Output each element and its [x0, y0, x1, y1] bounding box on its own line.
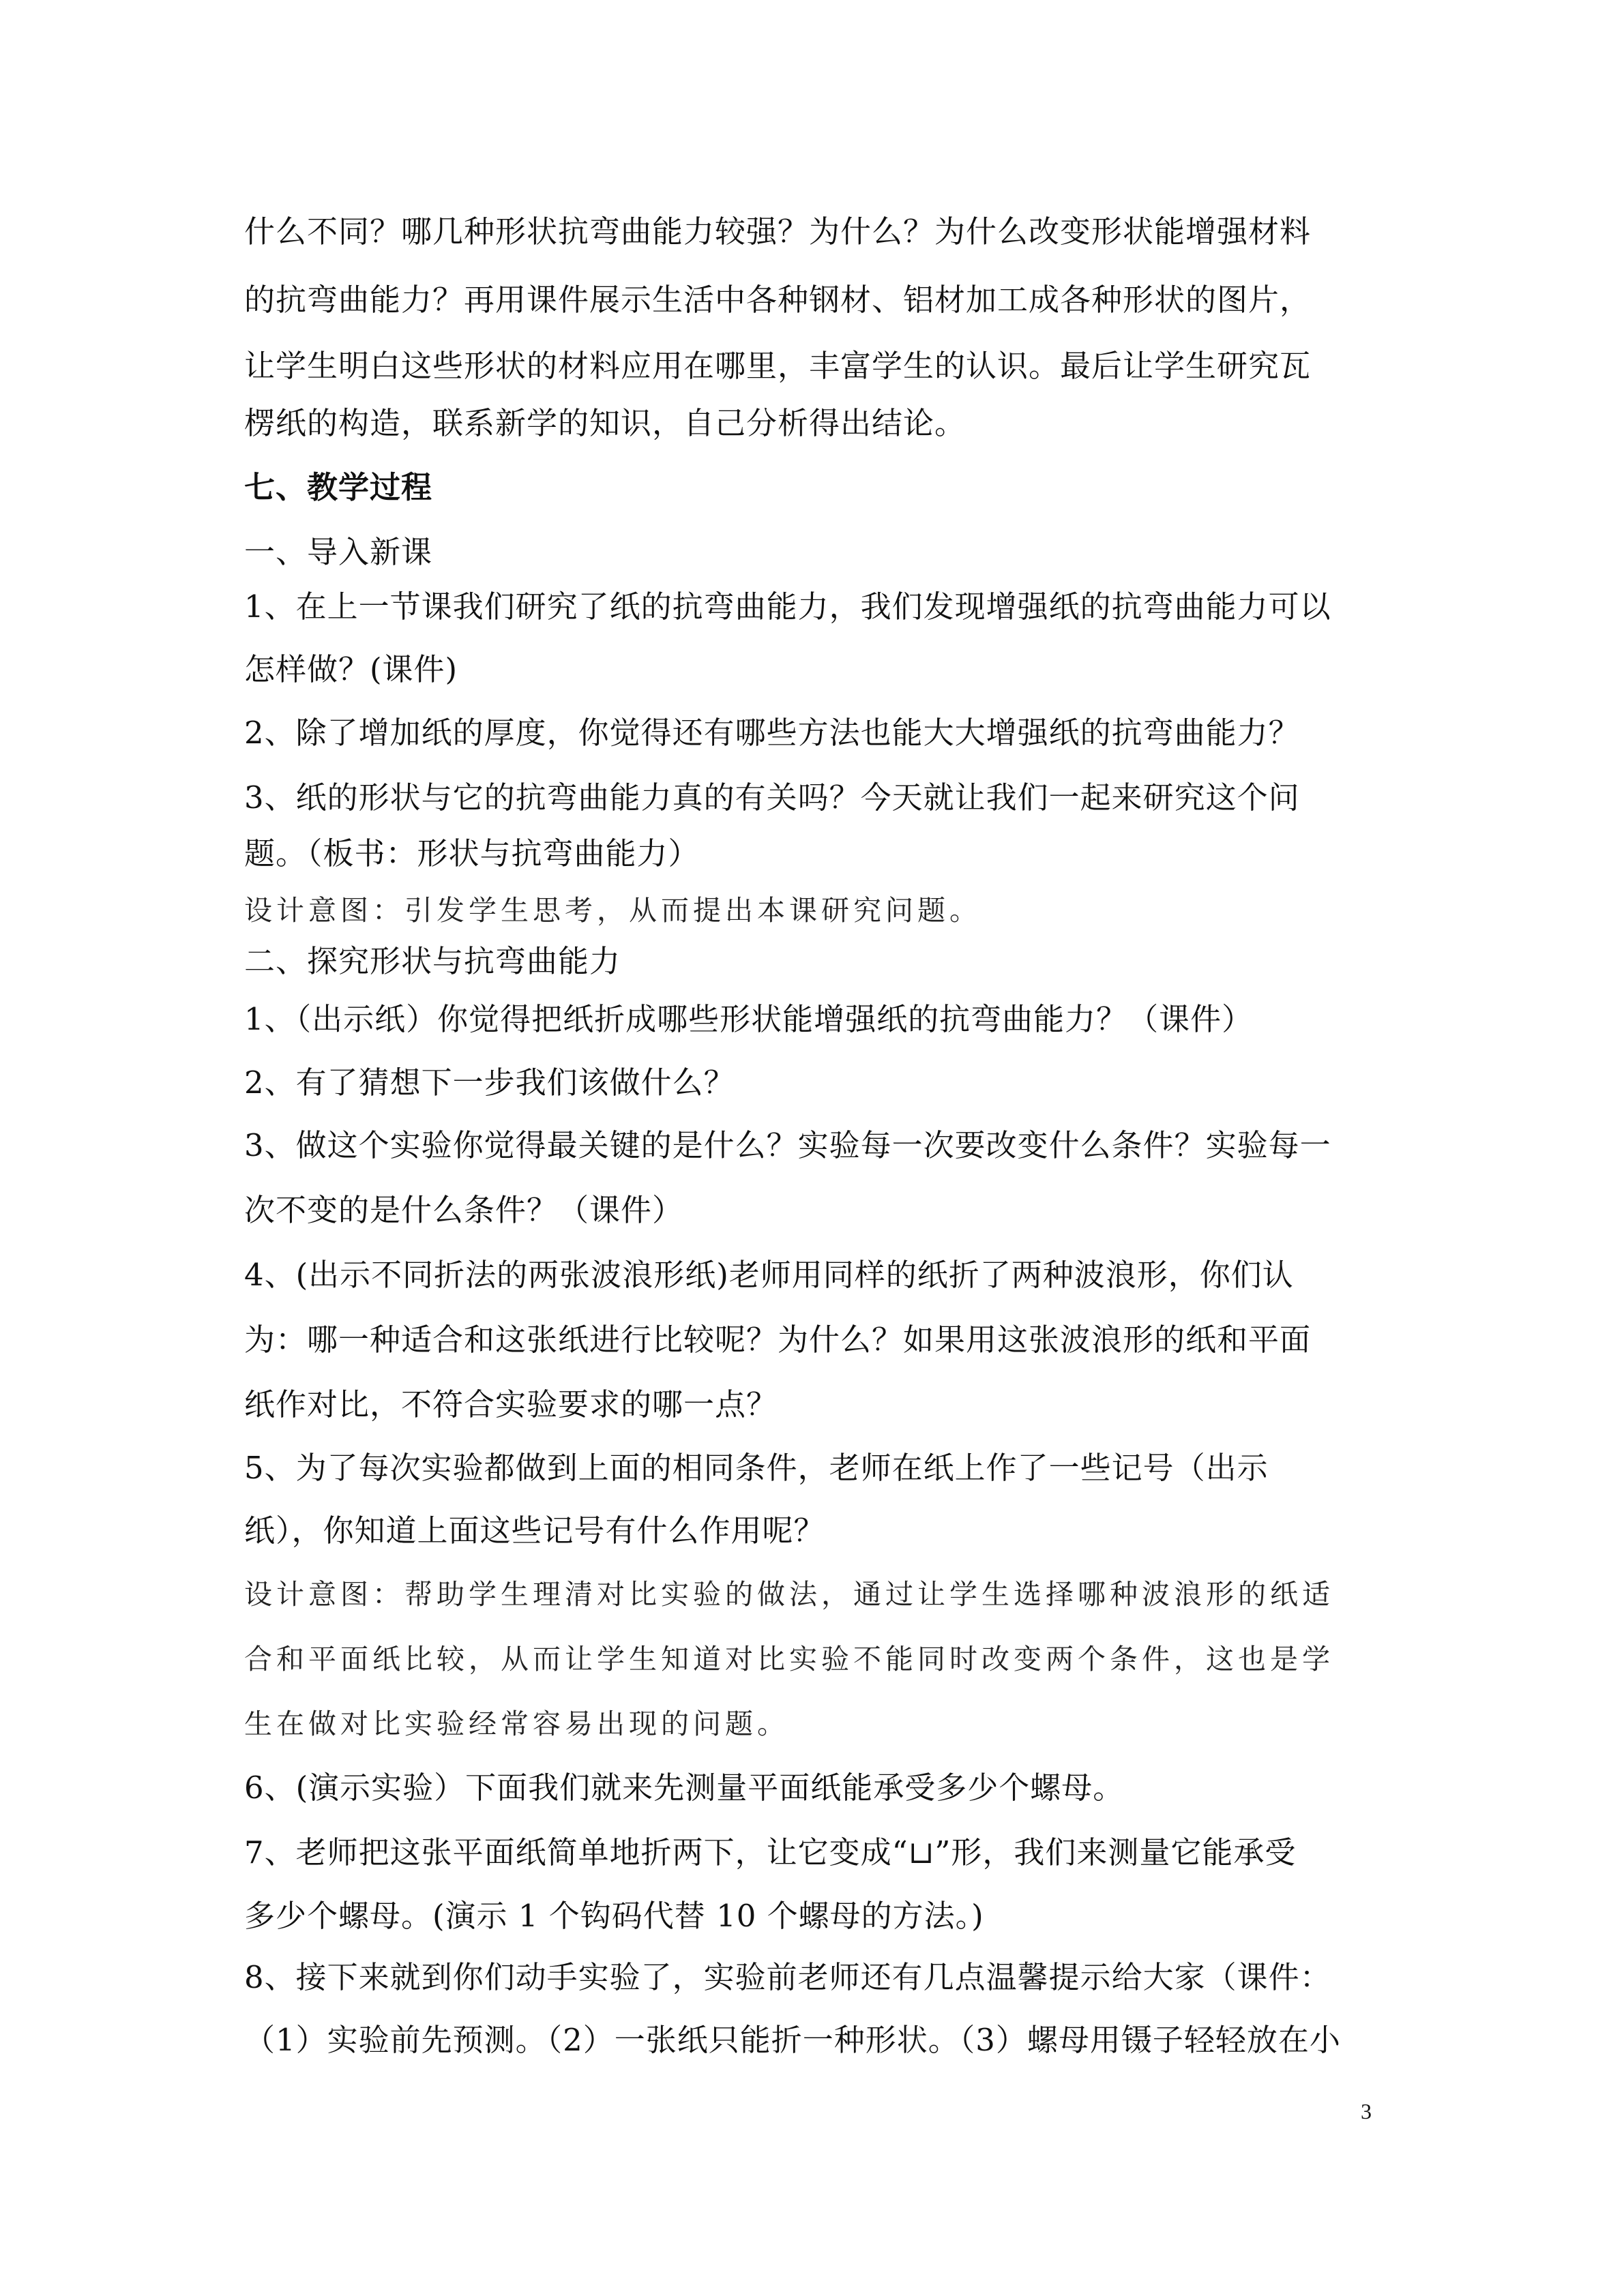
text-line: 让学生明白这些形状的材料应用在哪里，丰富学生的认识。最后让学生研究瓦 — [244, 348, 1312, 384]
text-line: （1）实验前先预测。（2）一张纸只能折一种形状。（3）螺母用镊子轻轻放在小 — [244, 2022, 1341, 2058]
text-line: 3、做这个实验你觉得最关键的是什么？实验每一次要改变什么条件？实验每一 — [244, 1127, 1331, 1163]
design-intent: 设计意图：引发学生思考，从而提出本课研究问题。 — [244, 894, 981, 927]
text-line: 纸），你知道上面这些记号有什么作用呢？ — [244, 1512, 825, 1549]
text-line: 6、(演示实验）下面我们就来先测量平面纸能承受多少个螺母。 — [244, 1770, 1125, 1806]
design-intent: 合和平面纸比较，从而让学生知道对比实验不能同时改变两个条件，这也是学 — [244, 1643, 1334, 1675]
text-line: 为：哪一种适合和这张纸进行比较呢？为什么？如果用这张波浪形的纸和平面 — [244, 1322, 1312, 1358]
text-line: 8、接下来就到你们动手实验了，实验前老师还有几点温馨提示给大家（课件： — [244, 1959, 1331, 1995]
text-line: 次不变的是什么条件？（课件） — [244, 1192, 684, 1228]
section-heading: 七、教学过程 — [244, 469, 433, 505]
text-line: 1、（出示纸）你觉得把纸折成哪些形状能增强纸的抗弯曲能力？（课件） — [244, 1001, 1254, 1037]
text-line: 1、在上一节课我们研究了纸的抗弯曲能力，我们发现增强纸的抗弯曲能力可以 — [244, 588, 1331, 625]
text-line: 2、有了猜想下一步我们该做什么？ — [244, 1064, 735, 1101]
text-line: 2、除了增加纸的厚度，你觉得还有哪些方法也能大大增强纸的抗弯曲能力？ — [244, 715, 1300, 751]
text-line: 7、老师把这张平面纸简单地折两下，让它变成“⊔”形，我们来测量它能承受 — [244, 1834, 1297, 1870]
design-intent: 生在做对比实验经常容易出现的问题。 — [244, 1708, 789, 1740]
page-number: 3 — [1361, 2099, 1372, 2123]
text-line: 的抗弯曲能力？再用课件展示生活中各种钢材、铝材加工成各种形状的图片， — [244, 282, 1312, 318]
text-line: 4、(出示不同折法的两张波浪形纸)老师用同样的纸折了两种波浪形，你们认 — [244, 1257, 1294, 1293]
text-line: 什么不同？哪几种形状抗弯曲能力较强？为什么？为什么改变形状能增强材料 — [244, 213, 1312, 250]
text-line: 纸作对比，不符合实验要求的哪一点？ — [244, 1386, 778, 1422]
text-line: 题。（板书：形状与抗弯曲能力） — [244, 835, 700, 871]
design-intent: 设计意图：帮助学生理清对比实验的做法，通过让学生选择哪种波浪形的纸适 — [244, 1578, 1334, 1611]
text-line: 5、为了每次实验都做到上面的相同条件，老师在纸上作了一些记号（出示 — [244, 1450, 1269, 1486]
text-line: 3、纸的形状与它的抗弯曲能力真的有关吗？今天就让我们一起来研究这个问 — [244, 779, 1300, 816]
subsection-heading: 一、导入新课 — [244, 534, 433, 570]
text-line: 楞纸的构造，联系新学的知识，自己分析得出结论。 — [244, 405, 966, 441]
text-line: 怎样做？(课件) — [244, 651, 458, 687]
subsection-heading: 二、探究形状与抗弯曲能力 — [244, 943, 621, 979]
text-line: 多少个螺母。(演示 1 个钩码代替 10 个螺母的方法。) — [244, 1898, 984, 1934]
